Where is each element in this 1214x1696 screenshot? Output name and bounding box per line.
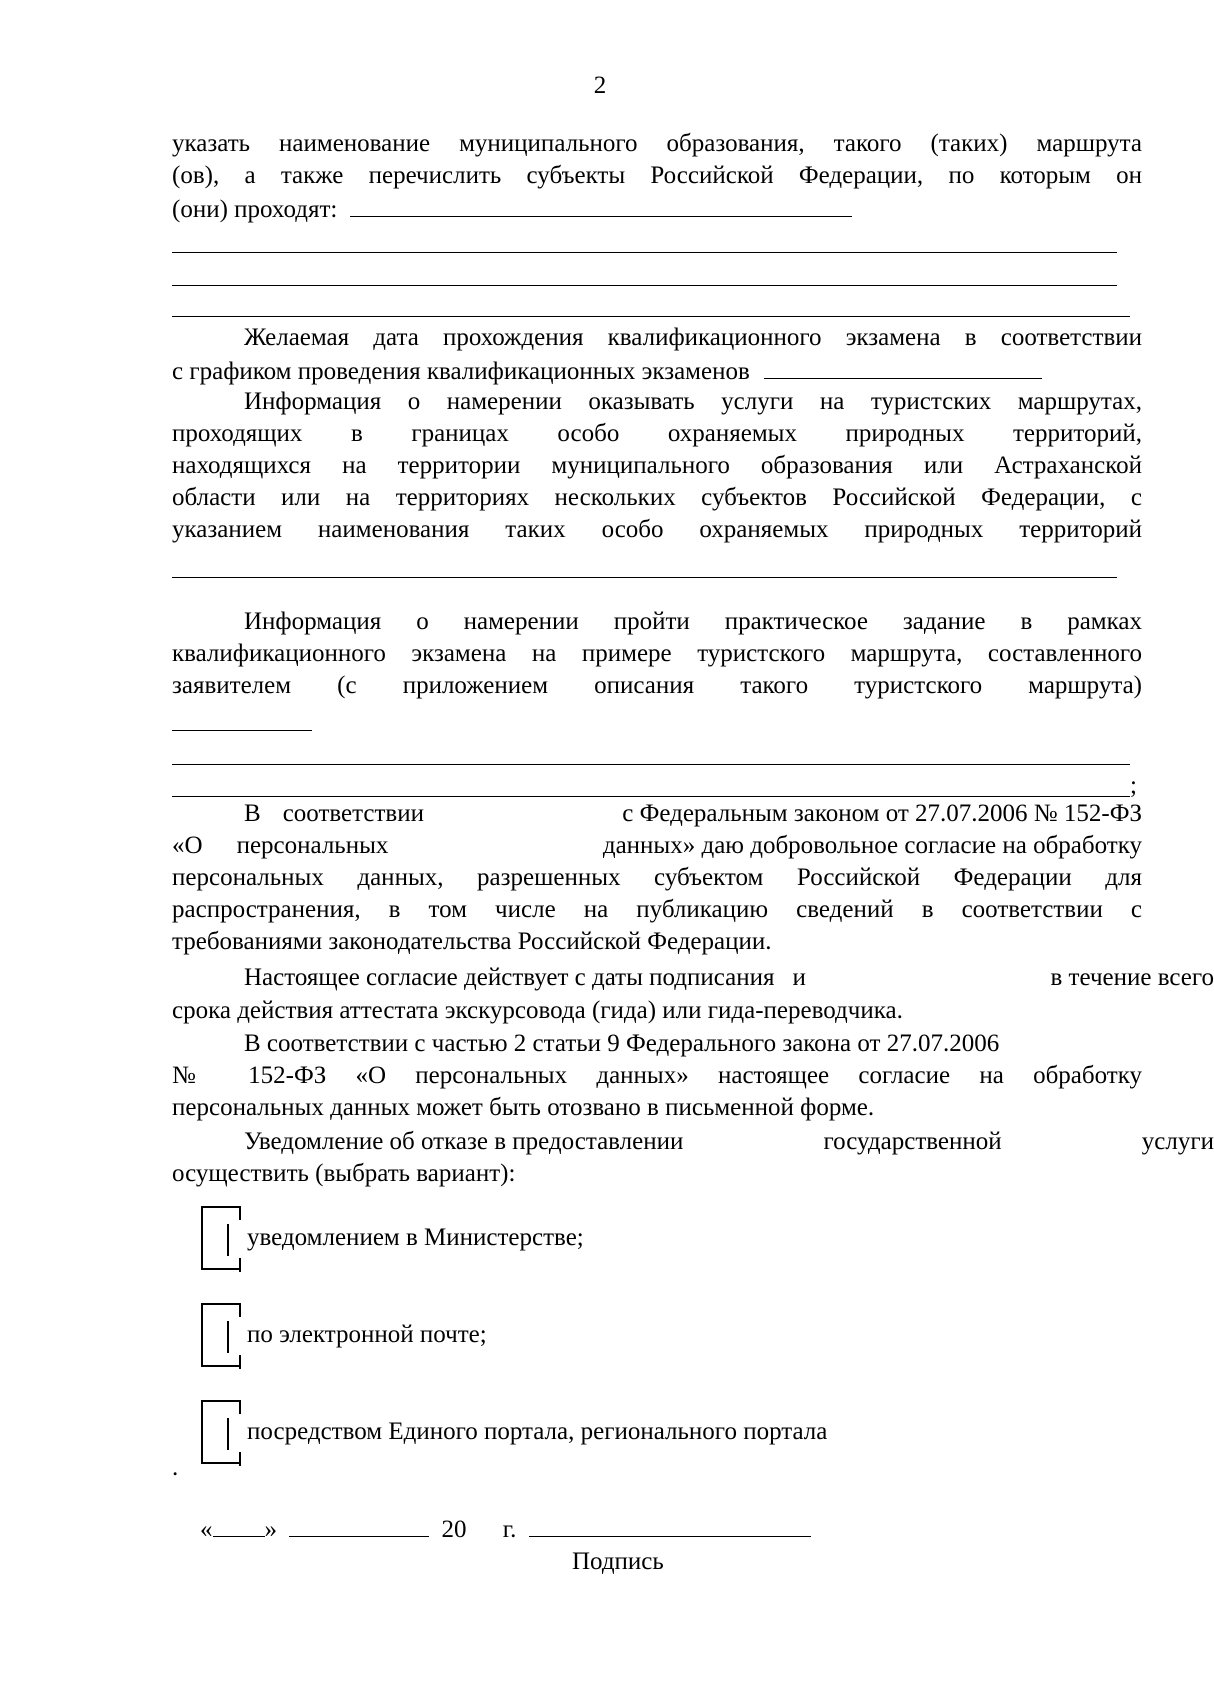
- practical-task-line-3: заявителем (с приложением описания такого туристского маршрута): [172, 672, 1142, 699]
- consent-line-3: персональных данных, разрешенных субъектом Российской Федерации для: [172, 864, 1142, 891]
- option-label-ministry: уведомлением в Министерстве;: [247, 1224, 584, 1251]
- route-text-line-1: указать наименование муниципального образования, такого (таких) маршрута: [172, 130, 1142, 157]
- protected-areas-line-5: указанием наименования таких особо охраняемых природных территорий: [172, 516, 1142, 543]
- notice-text-a: Уведомление об отказе в предоставлении: [244, 1128, 684, 1155]
- withdrawal-line-1: В соответствии с частью 2 статьи 9 Федерального закона от 27.07.2006: [244, 1030, 1000, 1057]
- exam-date-line-1: Желаемая дата прохождения квалификационного экзамена в соответствии: [244, 324, 1142, 351]
- checkbox-tick-bottom: [239, 1452, 241, 1466]
- practical-task-field-line-2[interactable]: [172, 796, 1130, 797]
- exam-date-line-2: [172, 354, 1142, 388]
- practical-task-field-short[interactable]: [172, 730, 312, 731]
- validity-line-1: [172, 962, 1214, 994]
- route-field-line-2[interactable]: [172, 285, 1117, 286]
- practical-task-line-2: квалификационного экзамена на примере туристского маршрута, составленного: [172, 640, 1142, 667]
- date-close-quote: »: [264, 1516, 277, 1543]
- checkbox-tick-bottom: [239, 1355, 241, 1369]
- protected-areas-line-1: Информация о намерении оказывать услуги на туристских маршрутах,: [244, 388, 1142, 415]
- validity-line-2: срока действия аттестата экскурсовода (гида) или гида-переводчика.: [172, 997, 903, 1024]
- validity-text-c: в течение всего: [1050, 964, 1214, 991]
- option-checkbox-email[interactable]: [201, 1303, 247, 1371]
- notice-line-1: [172, 1126, 1214, 1158]
- route-label: (они) проходят:: [172, 196, 338, 223]
- checkbox-tick-top: [239, 1303, 241, 1317]
- checkbox-tick-bottom: [239, 1258, 241, 1272]
- page-number: 2: [593, 72, 607, 99]
- validity-text-a: Настоящее согласие действует с даты подписания: [244, 964, 775, 991]
- route-field-line-1[interactable]: [172, 252, 1117, 253]
- consent-line-1: [172, 798, 1142, 830]
- checkbox-tick-top: [239, 1400, 241, 1414]
- signature-field[interactable]: [529, 1512, 811, 1537]
- consent-line-5: требованиями законодательства Российской Федерации.: [172, 928, 772, 955]
- consent-quote-o: «О: [172, 832, 203, 859]
- notice-text-c: услуги: [1141, 1128, 1214, 1155]
- practical-task-line-1: Информация о намерении пройти практическое задание в рамках: [244, 608, 1142, 635]
- date-month-field[interactable]: [289, 1512, 429, 1537]
- option-checkbox-ministry[interactable]: [201, 1206, 247, 1274]
- signature-label: Подпись: [572, 1548, 664, 1575]
- protected-areas-line-3: находящихся на территории муниципального образования или Астраханской: [172, 452, 1142, 479]
- checkbox-bar: [227, 1418, 229, 1450]
- route-text-line-2: (ов), а также перечислить субъекты Российской Федерации, по которым он: [172, 162, 1142, 189]
- consent-data-text: данных» даю добровольное согласие на обработку: [602, 832, 1142, 859]
- protected-areas-line-2: проходящих в границах особо охраняемых природных территорий,: [172, 420, 1142, 447]
- practical-task-field-line-1[interactable]: [172, 764, 1130, 765]
- consent-line-4: распространения, в том числе на публикацию сведений в соответствии с: [172, 896, 1142, 923]
- option-checkbox-portal[interactable]: [201, 1400, 247, 1468]
- notice-line-2: осуществить (выбрать вариант):: [172, 1160, 516, 1187]
- consent-line-2: [172, 830, 1142, 862]
- validity-text-and: и: [792, 964, 806, 991]
- withdrawal-line-3: персональных данных может быть отозвано в письменной форме.: [172, 1094, 875, 1121]
- checkbox-bar: [227, 1224, 229, 1256]
- checkbox-tick-top: [239, 1206, 241, 1220]
- withdrawal-line-2: № 152-ФЗ «О персональных данных» настоящее согласие на обработку: [172, 1062, 1142, 1089]
- notice-text-b: государственной: [823, 1128, 1002, 1155]
- checkbox-frame: [201, 1303, 241, 1367]
- route-text-line-3: [172, 192, 1142, 226]
- protected-areas-line-4: области или на территориях нескольких субъектов Российской Федерации, с: [172, 484, 1142, 511]
- consent-word-sootv: соответствии: [282, 800, 424, 827]
- option-label-email: по электронной почте;: [247, 1321, 487, 1348]
- exam-date-label: с графиком проведения квалификационных экзаменов: [172, 358, 750, 385]
- consent-law-ref: с Федеральным законом от 27.07.2006 № 152-ФЗ: [622, 800, 1142, 827]
- checkbox-frame: [201, 1400, 241, 1464]
- practical-task-end-mark: ;: [1130, 772, 1137, 799]
- date-day-field[interactable]: [213, 1512, 265, 1537]
- protected-areas-field-line[interactable]: [172, 577, 1117, 578]
- date-year-suffix: г.: [502, 1516, 517, 1543]
- checkbox-frame: [201, 1206, 241, 1270]
- stray-dot: .: [172, 1454, 179, 1481]
- date-row: [200, 1512, 811, 1546]
- date-open-quote: «: [200, 1516, 213, 1543]
- exam-date-field[interactable]: [764, 354, 1042, 379]
- option-label-portal: посредством Единого портала, регионального портала: [247, 1418, 828, 1445]
- consent-personal: персональных: [236, 832, 389, 859]
- route-field-line-3[interactable]: [172, 316, 1130, 317]
- consent-word-v: В: [244, 800, 261, 827]
- route-input-field[interactable]: [350, 192, 852, 217]
- checkbox-bar: [227, 1321, 229, 1353]
- date-year-prefix: 20: [441, 1516, 467, 1543]
